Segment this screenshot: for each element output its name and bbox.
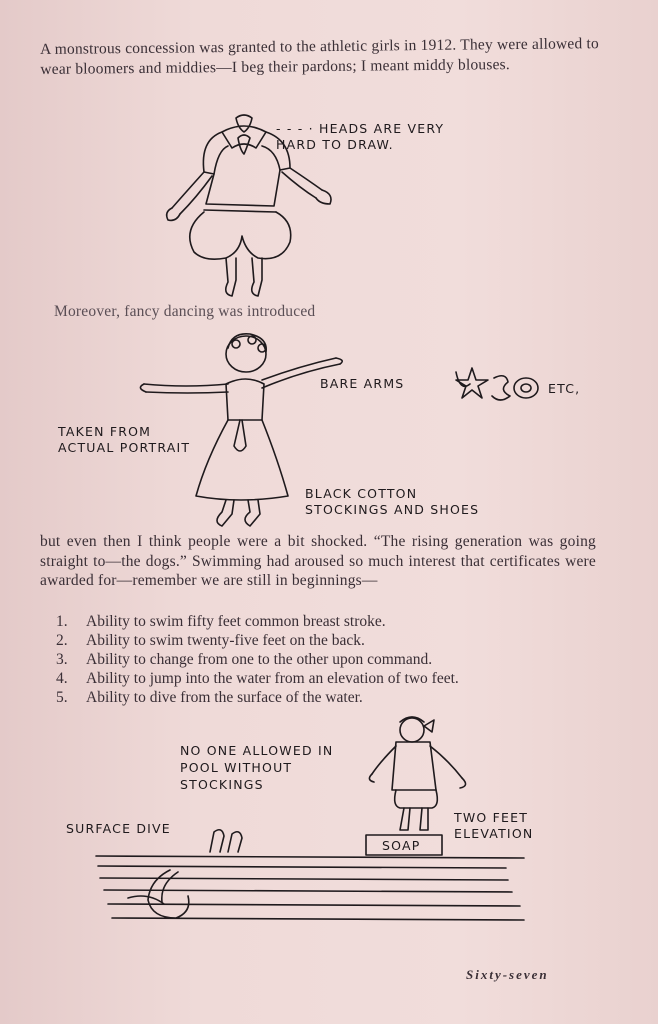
pool-water-lines xyxy=(96,856,524,920)
list-number: 1. xyxy=(56,613,68,630)
list-number: 5. xyxy=(56,689,68,706)
soap-label: SOAP xyxy=(382,838,421,853)
heads-hard-caption: - - - · HEADS ARE VERY HARD TO DRAW. xyxy=(276,121,445,152)
black-stockings-label: BLACK COTTON STOCKINGS AND SHOES xyxy=(305,486,480,517)
etc-label: ETC, xyxy=(548,381,581,396)
bare-arms-label: BARE ARMS xyxy=(320,376,405,391)
list-number: 3. xyxy=(56,651,68,668)
list-text: Ability to swim twenty-five feet on the back. xyxy=(86,632,365,649)
surface-dive-label: SURFACE DIVE xyxy=(66,821,171,836)
page-number: Sixty-seven xyxy=(466,967,549,982)
no-one-allowed-label: NO ONE ALLOWED IN POOL WITHOUT STOCKINGS xyxy=(180,743,334,792)
swimmer-figure xyxy=(128,870,189,918)
list-text: Ability to swim fifty feet common breast stroke. xyxy=(86,613,386,630)
two-feet-elevation-label: TWO FEET ELEVATION xyxy=(454,810,534,841)
list-text: Ability to jump into the water from an elevation of two feet. xyxy=(86,670,459,687)
intro-paragraph: A monstrous concession was granted to the athletic girls in 1912. They were allowed to wear bloomers and middies—I beg their pardons; I meant middy blouses. xyxy=(40,35,600,78)
list-number: 2. xyxy=(56,632,68,649)
diving-legs xyxy=(210,830,242,852)
moreover-line: Moreover, fancy dancing was introduced xyxy=(54,303,316,320)
shocked-paragraph: but even then I think people were a bit shocked. “The rising generation was going straight to—the dogs.” Swimming had aroused so much interest that certificates were awarded for—remember we are still in beginnings— xyxy=(40,533,596,589)
list-number: 4. xyxy=(56,670,68,687)
taken-from-portrait-label: TAKEN FROM ACTUAL PORTRAIT xyxy=(58,424,191,455)
list-text: Ability to change from one to the other upon command. xyxy=(86,651,433,668)
standing-girl-figure xyxy=(369,717,465,830)
list-text: Ability to dive from the surface of the water. xyxy=(86,689,363,706)
